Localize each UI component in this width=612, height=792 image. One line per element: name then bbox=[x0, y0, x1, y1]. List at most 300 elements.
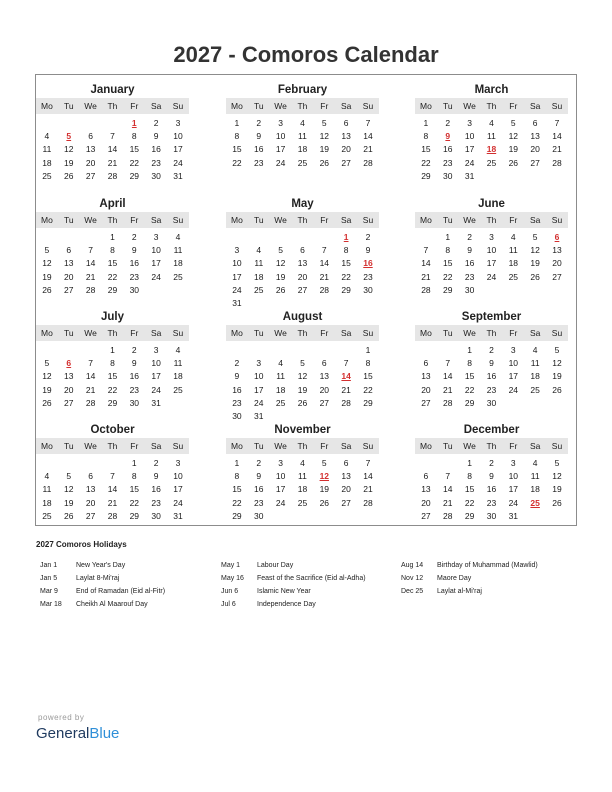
weekday-label: Tu bbox=[63, 101, 74, 111]
empty-day-cell bbox=[546, 170, 568, 183]
day-cell: 21 bbox=[421, 271, 431, 282]
day-cell: 3 bbox=[278, 118, 283, 128]
month-may bbox=[226, 196, 379, 310]
day-cell: 2 bbox=[131, 232, 137, 242]
day-cell: 10 bbox=[508, 471, 519, 482]
holiday-day: 1 bbox=[131, 118, 137, 128]
day-cell: 2 bbox=[256, 118, 262, 128]
holiday-day: 9 bbox=[445, 131, 451, 142]
weekday-header bbox=[226, 325, 379, 341]
week-row bbox=[36, 497, 189, 510]
day-cell: 3 bbox=[153, 345, 159, 355]
day-cell: 14 bbox=[421, 258, 431, 269]
day-cell: 31 bbox=[151, 397, 161, 408]
empty-day-cell bbox=[313, 510, 335, 523]
holiday-date: Jun 6 bbox=[221, 588, 239, 595]
day-cell: 24 bbox=[464, 157, 475, 168]
weekday-label: Mo bbox=[41, 215, 53, 225]
week-row bbox=[415, 370, 568, 383]
day-cell: 22 bbox=[107, 384, 118, 395]
week-row bbox=[226, 370, 379, 383]
weekday-label: Sa bbox=[340, 101, 352, 111]
day-cell: 7 bbox=[110, 471, 115, 482]
day-cell: 12 bbox=[42, 258, 52, 269]
day-cell: 23 bbox=[232, 397, 242, 408]
week-row bbox=[415, 470, 568, 483]
day-cell: 25 bbox=[173, 271, 183, 282]
week-row bbox=[415, 344, 568, 357]
day-cell: 8 bbox=[445, 245, 451, 256]
weekday-label: Tu bbox=[442, 441, 453, 451]
day-cell: 16 bbox=[443, 144, 453, 155]
day-cell: 13 bbox=[319, 371, 330, 382]
day-cell: 19 bbox=[42, 271, 52, 282]
day-cell: 15 bbox=[421, 144, 431, 155]
empty-day-cell bbox=[58, 457, 80, 470]
month-name: May bbox=[291, 198, 314, 210]
day-cell: 23 bbox=[129, 271, 140, 282]
weekday-header bbox=[226, 438, 379, 454]
weekday-label: Th bbox=[297, 101, 308, 111]
holiday-column bbox=[40, 559, 165, 611]
day-cell: 24 bbox=[275, 157, 286, 168]
day-cell: 22 bbox=[464, 497, 475, 508]
weekday-label: We bbox=[463, 101, 476, 111]
empty-day-cell bbox=[36, 117, 58, 130]
day-cell: 28 bbox=[85, 397, 96, 408]
weekday-label: Su bbox=[551, 215, 563, 225]
day-cell: 5 bbox=[44, 358, 50, 369]
week-row bbox=[36, 271, 189, 284]
day-cell: 30 bbox=[151, 170, 161, 181]
day-cell: 1 bbox=[365, 345, 371, 355]
holiday-name: End of Ramadan (Eid al-Fitr) bbox=[76, 588, 166, 595]
empty-day-cell bbox=[248, 231, 270, 244]
week-row bbox=[36, 284, 189, 297]
day-cell: 19 bbox=[64, 497, 74, 508]
week-row bbox=[226, 271, 379, 284]
weekday-label: Tu bbox=[63, 215, 74, 225]
day-cell: 11 bbox=[508, 245, 518, 256]
weekday-label: Sa bbox=[529, 441, 541, 451]
day-cell: 2 bbox=[153, 118, 159, 128]
day-cell: 22 bbox=[129, 497, 140, 508]
day-cell: 6 bbox=[66, 245, 72, 256]
day-cell: 30 bbox=[129, 397, 140, 408]
day-cell: 7 bbox=[365, 118, 371, 128]
month-september bbox=[415, 309, 568, 410]
week-row bbox=[226, 284, 379, 297]
day-cell: 2 bbox=[489, 345, 494, 355]
day-cell: 15 bbox=[232, 144, 242, 155]
empty-day-cell bbox=[415, 457, 437, 470]
day-cell: 9 bbox=[365, 245, 371, 256]
day-cell: 15 bbox=[464, 371, 475, 382]
week-row bbox=[415, 457, 568, 470]
holiday-item bbox=[221, 585, 366, 598]
day-cell: 27 bbox=[421, 397, 431, 408]
week-row bbox=[226, 510, 379, 523]
day-cell: 14 bbox=[319, 258, 330, 269]
day-cell: 24 bbox=[508, 384, 519, 395]
day-cell: 25 bbox=[297, 497, 308, 508]
holiday-day: 14 bbox=[341, 371, 351, 382]
day-cell: 5 bbox=[278, 245, 283, 256]
week-row bbox=[415, 384, 568, 397]
day-cell: 29 bbox=[464, 397, 475, 408]
day-cell: 15 bbox=[443, 258, 453, 269]
day-cell: 7 bbox=[88, 245, 93, 256]
day-cell: 6 bbox=[88, 471, 93, 482]
day-cell: 23 bbox=[254, 157, 264, 168]
holiday-date: Mar 9 bbox=[40, 588, 58, 595]
day-cell: 6 bbox=[321, 358, 327, 369]
day-cell: 5 bbox=[321, 458, 327, 468]
holiday-date: Aug 14 bbox=[401, 562, 424, 569]
empty-day-cell bbox=[524, 284, 546, 297]
day-cell: 3 bbox=[175, 458, 181, 468]
weekday-label: Mo bbox=[41, 328, 53, 338]
day-cell: 1 bbox=[110, 345, 115, 355]
day-cell: 23 bbox=[443, 157, 453, 168]
day-cell: 20 bbox=[64, 384, 74, 395]
holiday-date: Mar 18 bbox=[40, 601, 62, 608]
day-cell: 22 bbox=[464, 384, 475, 395]
day-cell: 3 bbox=[510, 345, 516, 355]
weekday-label: Fr bbox=[320, 441, 329, 451]
day-cell: 17 bbox=[275, 144, 286, 155]
day-cell: 21 bbox=[443, 497, 453, 508]
week-row bbox=[226, 483, 379, 496]
weekday-label: Su bbox=[551, 328, 563, 338]
day-cell: 28 bbox=[443, 510, 453, 521]
day-cell: 20 bbox=[341, 144, 351, 155]
week-row bbox=[415, 497, 568, 510]
week-row bbox=[36, 157, 189, 170]
day-cell: 25 bbox=[173, 384, 183, 395]
day-cell: 26 bbox=[552, 497, 562, 508]
empty-day-cell bbox=[58, 231, 80, 244]
empty-day-cell bbox=[292, 231, 314, 244]
day-cell: 26 bbox=[530, 271, 540, 282]
day-cell: 28 bbox=[85, 284, 96, 295]
day-cell: 11 bbox=[530, 471, 540, 482]
powered-by-text: powered by bbox=[38, 713, 85, 722]
day-cell: 27 bbox=[552, 271, 562, 282]
day-cell: 8 bbox=[110, 245, 115, 256]
day-cell: 3 bbox=[256, 358, 262, 369]
day-cell: 5 bbox=[510, 118, 516, 128]
month-name: September bbox=[461, 311, 522, 323]
day-cell: 14 bbox=[85, 258, 96, 269]
weekday-label: Su bbox=[362, 441, 374, 451]
day-cell: 28 bbox=[107, 510, 118, 521]
week-row bbox=[36, 344, 189, 357]
month-name: July bbox=[100, 311, 124, 323]
day-cell: 7 bbox=[445, 358, 451, 369]
weekday-label: We bbox=[274, 328, 287, 338]
weekday-label: Su bbox=[362, 101, 374, 111]
weekday-label: Tu bbox=[253, 101, 264, 111]
empty-day-cell bbox=[226, 344, 248, 357]
day-cell: 8 bbox=[467, 471, 472, 482]
weekday-label: We bbox=[84, 101, 97, 111]
week-row bbox=[226, 157, 379, 170]
day-cell: 23 bbox=[486, 497, 497, 508]
holiday-item bbox=[40, 598, 165, 611]
holiday-item bbox=[401, 572, 538, 585]
day-cell: 15 bbox=[363, 371, 373, 382]
day-cell: 26 bbox=[64, 170, 74, 181]
brand-name-part2: Blue bbox=[89, 725, 120, 742]
day-cell: 15 bbox=[129, 144, 140, 155]
day-cell: 21 bbox=[443, 384, 453, 395]
day-cell: 23 bbox=[254, 497, 264, 508]
weekday-label: Su bbox=[362, 215, 374, 225]
month-name: October bbox=[90, 424, 135, 436]
day-cell: 14 bbox=[443, 484, 453, 495]
day-cell: 12 bbox=[275, 258, 286, 269]
month-july bbox=[36, 309, 189, 410]
weekday-label: Th bbox=[297, 328, 308, 338]
holiday-day: 16 bbox=[363, 258, 373, 269]
day-cell: 18 bbox=[530, 484, 540, 495]
weekday-label: Fr bbox=[509, 328, 518, 338]
day-cell: 18 bbox=[297, 144, 308, 155]
empty-day-cell bbox=[502, 397, 524, 410]
day-cell: 21 bbox=[363, 144, 373, 155]
day-cell: 28 bbox=[443, 397, 453, 408]
day-cell: 21 bbox=[341, 384, 351, 395]
holiday-name: Laylat al-Mi'raj bbox=[437, 588, 482, 595]
page-title: 2027 - Comoros Calendar bbox=[173, 42, 439, 67]
day-cell: 8 bbox=[131, 471, 137, 482]
week-row bbox=[415, 483, 568, 496]
day-cell: 5 bbox=[300, 358, 305, 369]
day-cell: 10 bbox=[151, 358, 161, 369]
week-row bbox=[226, 357, 379, 370]
day-cell: 26 bbox=[319, 157, 330, 168]
day-cell: 18 bbox=[530, 371, 540, 382]
empty-day-cell bbox=[270, 344, 292, 357]
weekday-label: Mo bbox=[231, 101, 243, 111]
month-february bbox=[226, 82, 379, 170]
day-cell: 31 bbox=[254, 410, 264, 421]
empty-day-cell bbox=[524, 170, 546, 183]
month-november bbox=[226, 422, 379, 523]
empty-day-cell bbox=[167, 397, 189, 410]
day-cell: 29 bbox=[129, 510, 140, 521]
day-cell: 19 bbox=[530, 258, 540, 269]
weekday-label: Mo bbox=[420, 101, 432, 111]
weekday-label: Mo bbox=[231, 441, 243, 451]
day-cell: 1 bbox=[467, 458, 472, 468]
weekday-label: Th bbox=[107, 328, 118, 338]
day-cell: 14 bbox=[363, 471, 373, 482]
holiday-date: Nov 12 bbox=[401, 575, 424, 582]
empty-day-cell bbox=[313, 231, 335, 244]
day-cell: 30 bbox=[151, 510, 161, 521]
weekday-label: Mo bbox=[41, 441, 53, 451]
day-cell: 2 bbox=[234, 358, 240, 369]
holiday-date: Jan 1 bbox=[40, 562, 58, 569]
day-cell: 27 bbox=[297, 284, 308, 295]
day-cell: 10 bbox=[173, 131, 183, 142]
holiday-column bbox=[401, 559, 538, 598]
day-cell: 13 bbox=[85, 144, 96, 155]
empty-day-cell bbox=[292, 344, 314, 357]
day-cell: 28 bbox=[363, 497, 373, 508]
day-cell: 24 bbox=[151, 384, 161, 395]
weekday-label: Su bbox=[362, 328, 374, 338]
holiday-day: 25 bbox=[530, 497, 540, 508]
day-cell: 11 bbox=[487, 131, 496, 142]
day-cell: 30 bbox=[129, 284, 140, 295]
day-cell: 8 bbox=[467, 358, 472, 369]
day-cell: 20 bbox=[85, 157, 96, 168]
holiday-day: 18 bbox=[486, 144, 497, 155]
day-cell: 6 bbox=[343, 458, 349, 468]
day-cell: 29 bbox=[363, 397, 373, 408]
day-cell: 29 bbox=[232, 510, 242, 521]
day-cell: 6 bbox=[532, 118, 538, 128]
day-cell: 3 bbox=[234, 245, 240, 256]
day-cell: 30 bbox=[486, 510, 497, 521]
empty-day-cell bbox=[546, 397, 568, 410]
holiday-item bbox=[221, 598, 366, 611]
day-cell: 3 bbox=[175, 118, 181, 128]
weekday-label: Fr bbox=[130, 215, 139, 225]
day-cell: 23 bbox=[486, 384, 497, 395]
empty-day-cell bbox=[415, 344, 437, 357]
day-cell: 10 bbox=[275, 131, 286, 142]
day-cell: 19 bbox=[275, 271, 286, 282]
day-cell: 4 bbox=[175, 232, 181, 242]
day-cell: 8 bbox=[423, 131, 429, 142]
holiday-item bbox=[221, 572, 366, 585]
weekday-label: We bbox=[463, 441, 476, 451]
day-cell: 7 bbox=[110, 131, 115, 142]
day-cell: 25 bbox=[42, 170, 52, 181]
day-cell: 19 bbox=[319, 144, 330, 155]
day-cell: 4 bbox=[300, 118, 305, 128]
day-cell: 7 bbox=[343, 358, 349, 369]
day-cell: 3 bbox=[278, 458, 283, 468]
brand-logo[interactable] bbox=[36, 725, 119, 742]
day-cell: 12 bbox=[297, 371, 308, 382]
day-cell: 21 bbox=[85, 271, 96, 282]
day-cell: 24 bbox=[508, 497, 519, 508]
day-cell: 24 bbox=[173, 497, 183, 508]
day-cell: 15 bbox=[107, 371, 118, 382]
day-cell: 9 bbox=[256, 131, 262, 142]
day-cell: 18 bbox=[173, 258, 183, 269]
weekday-label: Th bbox=[486, 101, 497, 111]
day-cell: 1 bbox=[234, 118, 240, 128]
month-january bbox=[36, 82, 189, 183]
empty-day-cell bbox=[226, 231, 248, 244]
empty-day-cell bbox=[546, 284, 568, 297]
week-row bbox=[36, 231, 189, 244]
day-cell: 20 bbox=[421, 497, 431, 508]
weekday-label: We bbox=[84, 215, 97, 225]
holiday-item bbox=[401, 559, 538, 572]
weekday-label: Sa bbox=[150, 101, 162, 111]
day-cell: 17 bbox=[275, 484, 286, 495]
weekday-label: Tu bbox=[253, 328, 264, 338]
weekday-header bbox=[415, 98, 568, 114]
weekday-label: Su bbox=[551, 441, 563, 451]
day-cell: 15 bbox=[464, 484, 475, 495]
weekday-label: Fr bbox=[320, 101, 329, 111]
day-cell: 29 bbox=[443, 284, 453, 295]
weekday-label: Tu bbox=[442, 328, 453, 338]
day-cell: 10 bbox=[275, 471, 286, 482]
weekday-label: Th bbox=[486, 441, 497, 451]
day-cell: 20 bbox=[421, 384, 431, 395]
day-cell: 16 bbox=[232, 384, 242, 395]
empty-day-cell bbox=[524, 397, 546, 410]
day-cell: 29 bbox=[421, 170, 431, 181]
week-row bbox=[226, 117, 379, 130]
week-row bbox=[36, 510, 189, 523]
empty-day-cell bbox=[36, 344, 58, 357]
empty-day-cell bbox=[102, 117, 124, 130]
day-cell: 13 bbox=[297, 258, 308, 269]
week-row bbox=[226, 143, 379, 156]
day-cell: 11 bbox=[42, 484, 52, 495]
day-cell: 9 bbox=[131, 245, 137, 256]
month-march bbox=[415, 82, 568, 183]
day-cell: 24 bbox=[232, 284, 242, 295]
weekday-label: Mo bbox=[420, 215, 432, 225]
day-cell: 12 bbox=[552, 358, 562, 369]
day-cell: 11 bbox=[530, 358, 540, 369]
week-row bbox=[226, 497, 379, 510]
day-cell: 4 bbox=[532, 345, 538, 355]
day-cell: 22 bbox=[421, 157, 431, 168]
day-cell: 21 bbox=[107, 157, 118, 168]
day-cell: 25 bbox=[486, 157, 497, 168]
day-cell: 2 bbox=[131, 345, 137, 355]
day-cell: 14 bbox=[85, 371, 96, 382]
weekday-label: Sa bbox=[150, 215, 162, 225]
weekday-label: Tu bbox=[442, 101, 453, 111]
day-cell: 8 bbox=[110, 358, 115, 369]
week-row bbox=[36, 244, 189, 257]
day-cell: 17 bbox=[464, 144, 475, 155]
empty-day-cell bbox=[415, 231, 437, 244]
day-cell: 10 bbox=[508, 358, 519, 369]
day-cell: 31 bbox=[173, 510, 183, 521]
weekday-label: Th bbox=[486, 215, 497, 225]
day-cell: 21 bbox=[85, 384, 96, 395]
weekday-label: Fr bbox=[130, 441, 139, 451]
weekday-label: Su bbox=[172, 101, 184, 111]
day-cell: 11 bbox=[298, 131, 307, 142]
week-row bbox=[226, 130, 379, 143]
day-cell: 6 bbox=[88, 131, 93, 142]
empty-day-cell bbox=[167, 284, 189, 297]
holiday-item bbox=[401, 585, 538, 598]
weekday-label: Sa bbox=[529, 101, 541, 111]
day-cell: 27 bbox=[85, 510, 96, 521]
day-cell: 28 bbox=[363, 157, 373, 168]
day-cell: 2 bbox=[445, 118, 451, 128]
day-cell: 3 bbox=[467, 118, 472, 128]
holiday-name: Independence Day bbox=[257, 601, 316, 608]
empty-day-cell bbox=[36, 457, 58, 470]
